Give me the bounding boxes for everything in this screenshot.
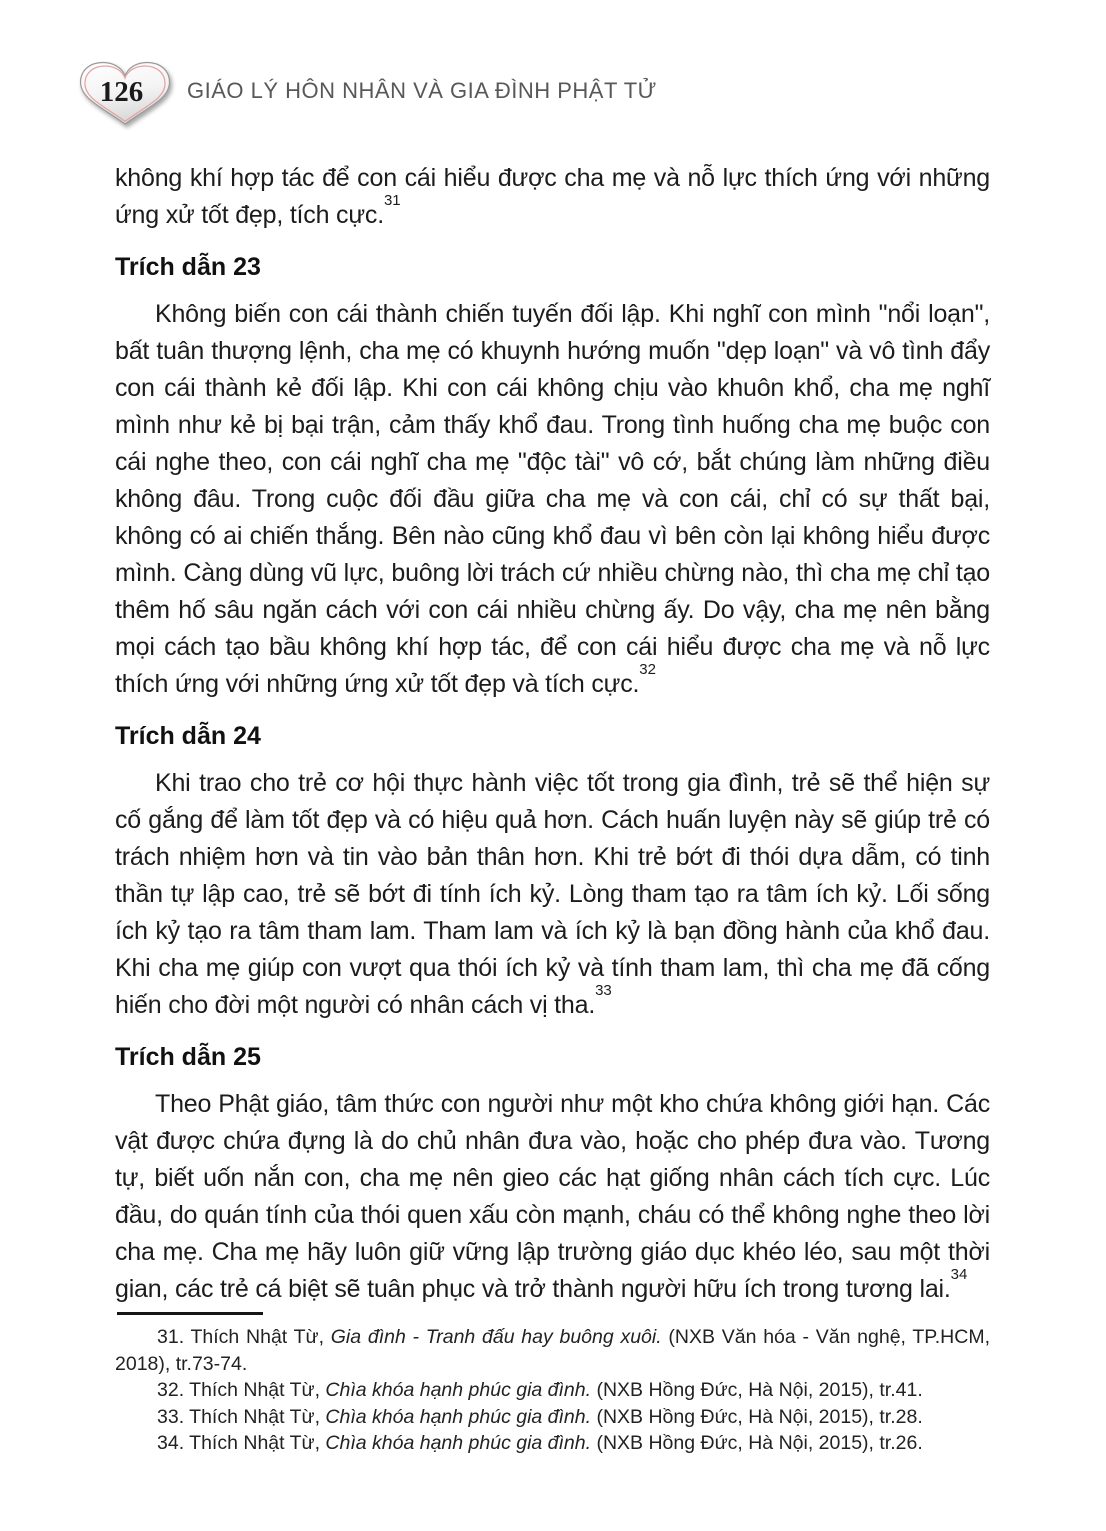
page-content: [115, 160, 990, 1308]
footnote-34-publisher: (NXB Hồng Đức, Hà Nội, 2015), tr.26.: [591, 1432, 923, 1454]
footnotes-section: [115, 1312, 990, 1457]
section-heading-quote-24: Trích dẫn 24: [115, 722, 261, 750]
footnote-33-publisher: (NXB Hồng Đức, Hà Nội, 2015), tr.28.: [591, 1405, 923, 1428]
footnote-31-book-title: Gia đình - Tranh đấu hay buông xuôi.: [330, 1326, 662, 1348]
footnote-31: [115, 1324, 990, 1377]
footnote-divider: [117, 1312, 263, 1315]
page-number: 126: [99, 75, 144, 108]
footnote-33: [115, 1404, 990, 1431]
footnote-33-book-title: Chìa khóa hạnh phúc gia đình.: [325, 1405, 592, 1428]
quote-24-paragraph: [115, 765, 990, 1024]
footnote-34-prefix: 34. Thích Nhật Từ,: [157, 1432, 326, 1454]
footnote-34: [115, 1430, 990, 1457]
page-header: [75, 58, 657, 128]
header-title: GIÁO LÝ HÔN NHÂN VÀ GIA ĐÌNH PHẬT TỬ: [187, 78, 657, 103]
footnote-32-publisher: (NXB Hồng Đức, Hà Nội, 2015), tr.41.: [591, 1379, 923, 1401]
footnote-31-prefix: 31. Thích Nhật Từ,: [157, 1326, 331, 1348]
footnote-34-book-title: Chìa khóa hạnh phúc gia đình.: [325, 1432, 592, 1454]
footnote-ref-31: 31: [383, 192, 401, 210]
footnote-32-prefix: 32. Thích Nhật Từ,: [157, 1379, 326, 1401]
quote-25-paragraph: [115, 1086, 990, 1308]
footnote-ref-33: 33: [595, 982, 612, 1000]
footnote-33-prefix: 33. Thích Nhật Từ,: [157, 1405, 326, 1428]
intro-text: không khí hợp tác để con cái hiểu được cha mẹ và nỗ lực thích ứng với những ứng xử tốt đẹp, tích cực.: [115, 164, 990, 229]
page-number-heart: [75, 58, 175, 128]
section-heading-quote-25: Trích dẫn 25: [115, 1043, 261, 1071]
quote-24-text: Khi trao cho trẻ cơ hội thực hành việc tốt trong gia đình, trẻ sẽ thể hiện sự cố gắng để làm tốt đẹp và có hiệu quả hơn. Cách huấn luyện này sẽ giúp trẻ có trách nhiệm hơn và tin vào bản thân hơn. Khi trẻ bớt đi thói dựa dẫm, có tinh thần tự lập cao, trẻ sẽ bớt đi tính ích kỷ. Lòng tham tạo ra tâm ích kỷ. Lối sống ích kỷ tạo ra tâm tham lam. Tham lam và ích kỷ là bạn đồng hành của khổ đau. Khi cha mẹ giúp con vượt qua thói ích kỷ và tính tham lam, thì cha mẹ đã cống hiến cho đời một người có nhân cách vị tha.: [115, 769, 990, 1019]
quote-23-paragraph: [115, 296, 990, 703]
quote-25-text: Theo Phật giáo, tâm thức con người như một kho chứa không giới hạn. Các vật được chứa đựng là do chủ nhân đưa vào, hoặc cho phép đưa vào. Tương tự, biết uốn nắn con, cha mẹ nên gieo các hạt giống nhân cách tích cực. Lúc đầu, do quán tính của thói quen xấu còn mạnh, cháu có thể không nghe theo lời cha mẹ. Cha mẹ hãy luôn giữ vững lập trường giáo dục khéo léo, sau một thời gian, các trẻ cá biệt sẽ tuân phục và trở thành người hữu ích trong tương lai.: [115, 1090, 990, 1303]
footnote-32: [115, 1377, 990, 1404]
section-heading-quote-23: Trích dẫn 23: [115, 253, 261, 281]
footnote-31-publisher: (NXB Văn hóa - Văn nghệ, TP.HCM, 2018), tr.73-74.: [115, 1326, 991, 1375]
footnote-ref-34: 34: [950, 1266, 968, 1284]
quote-23-text: Không biến con cái thành chiến tuyến đối lập. Khi nghĩ con mình "nổi loạn", bất tuân thượng lệnh, cha mẹ có khuynh hướng muốn "dẹp loạn" và vô tình đẩy con cái thành kẻ đối lập. Khi con cái không chịu vào khuôn khổ, cha mẹ nghĩ mình như kẻ bị bại trận, cảm thấy khổ đau. Trong tình huống cha mẹ buộc con cái nghe theo, con cái nghĩ cha mẹ "độc tài" vô cớ, bắt chúng làm những điều không đâu. Trong cuộc đối đầu giữa cha mẹ và con cái, chỉ có sự thất bại, không có ai chiến thắng. Bên nào cũng khổ đau vì bên còn lại không hiểu được mình. Càng dùng vũ lực, buông lời trách cứ nhiều chừng nào, thì cha mẹ chỉ tạo thêm hố sâu ngăn cách với con cái nhiều chừng ấy. Do vậy, cha mẹ nên bằng mọi cách tạo bầu không khí hợp tác, để con cái hiểu được cha mẹ và nỗ lực thích ứng với những ứng xử tốt đẹp và tích cực.: [115, 300, 990, 698]
footnote-ref-32: 32: [639, 661, 656, 679]
footnote-32-book-title: Chìa khóa hạnh phúc gia đình.: [325, 1379, 592, 1401]
intro-paragraph: [115, 160, 990, 234]
